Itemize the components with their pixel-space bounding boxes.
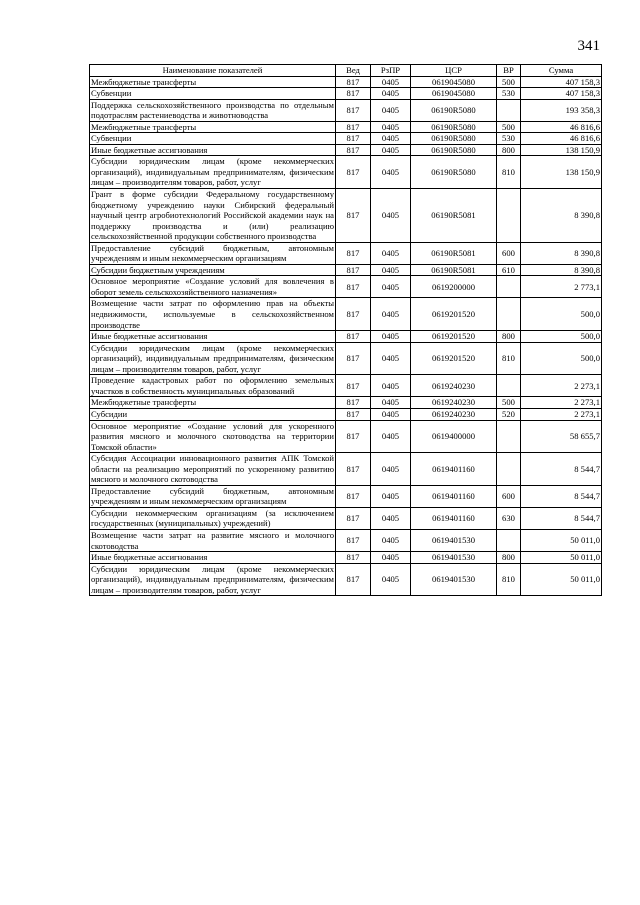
cell-vr: 800 bbox=[497, 552, 521, 564]
cell-ved: 817 bbox=[336, 485, 371, 507]
cell-vr bbox=[497, 375, 521, 397]
cell-name: Межбюджетные трансферты bbox=[90, 397, 336, 409]
table-row bbox=[90, 420, 602, 453]
cell-rzpr: 0405 bbox=[371, 485, 411, 507]
header-sum: Сумма bbox=[521, 65, 602, 77]
cell-rzpr: 0405 bbox=[371, 144, 411, 156]
cell-ved: 817 bbox=[336, 331, 371, 343]
cell-name: Основное мероприятие «Создание условий для вовлечения в оборот земель сельскохозяйственного назначения» bbox=[91, 276, 334, 297]
cell-rzpr: 0405 bbox=[371, 408, 411, 420]
cell-sum: 50 011,0 bbox=[521, 552, 602, 564]
cell-sum: 2 273,1 bbox=[521, 408, 602, 420]
cell-sum: 8 390,8 bbox=[521, 264, 602, 276]
cell-ved: 817 bbox=[336, 552, 371, 564]
cell-csr: 06190R5080 bbox=[411, 144, 497, 156]
cell-rzpr: 0405 bbox=[371, 563, 411, 596]
cell-name: Основное мероприятие «Создание условий для ускоренного развития мясного и молочного скотоводства на территории Томской области» bbox=[91, 420, 334, 452]
cell-rzpr: 0405 bbox=[371, 375, 411, 397]
cell-name: Субсидии бюджетным учреждениям bbox=[90, 264, 336, 276]
cell-csr: 0619240230 bbox=[411, 375, 497, 397]
cell-sum: 500,0 bbox=[521, 342, 602, 375]
cell-rzpr: 0405 bbox=[371, 99, 411, 121]
table-row bbox=[90, 485, 602, 507]
cell-csr: 06190R5080 bbox=[411, 121, 497, 133]
cell-name: Субвенции bbox=[90, 133, 336, 145]
cell-name: Субсидия Ассоциации инновационного развития АПК Томской области на реализацию мероприятий по ускоренному развитию мясного и молочного скотоводства bbox=[91, 453, 334, 485]
cell-vr bbox=[497, 99, 521, 121]
cell-sum: 50 011,0 bbox=[521, 529, 602, 551]
cell-ved: 817 bbox=[336, 121, 371, 133]
cell-name: Межбюджетные трансферты bbox=[90, 121, 336, 133]
cell-csr: 0619240230 bbox=[411, 397, 497, 409]
cell-rzpr: 0405 bbox=[371, 121, 411, 133]
cell-ved: 817 bbox=[336, 375, 371, 397]
cell-sum: 8 544,7 bbox=[521, 453, 602, 486]
cell-sum: 8 390,8 bbox=[521, 189, 602, 243]
cell-name: Межбюджетные трансферты bbox=[90, 76, 336, 88]
cell-rzpr: 0405 bbox=[371, 507, 411, 529]
cell-sum: 407 158,3 bbox=[521, 76, 602, 88]
cell-name: Возмещение части затрат по оформлению прав на объекты недвижимости, используемые в сельскохозяйственном производстве bbox=[91, 298, 334, 330]
cell-rzpr: 0405 bbox=[371, 156, 411, 189]
cell-csr: 06190R5080 bbox=[411, 133, 497, 145]
cell-vr: 500 bbox=[497, 121, 521, 133]
cell-sum: 2 273,1 bbox=[521, 397, 602, 409]
cell-csr: 06190R5081 bbox=[411, 242, 497, 264]
cell-vr: 630 bbox=[497, 507, 521, 529]
cell-rzpr: 0405 bbox=[371, 331, 411, 343]
cell-csr: 0619045080 bbox=[411, 88, 497, 100]
cell-rzpr: 0405 bbox=[371, 88, 411, 100]
header-vr: ВР bbox=[497, 65, 521, 77]
cell-vr: 600 bbox=[497, 485, 521, 507]
table-header-row bbox=[90, 65, 602, 77]
cell-vr bbox=[497, 420, 521, 453]
cell-vr bbox=[497, 276, 521, 298]
cell-vr: 810 bbox=[497, 342, 521, 375]
cell-name: Предоставление субсидий бюджетным, автономным учреждениям и иным некоммерческим организациям bbox=[91, 242, 334, 264]
cell-csr: 0619401530 bbox=[411, 552, 497, 564]
table-row bbox=[90, 453, 602, 486]
cell-ved: 817 bbox=[336, 563, 371, 596]
cell-sum: 500,0 bbox=[521, 331, 602, 343]
cell-vr: 610 bbox=[497, 264, 521, 276]
cell-ved: 817 bbox=[336, 397, 371, 409]
cell-name: Поддержка сельскохозяйственного производства по отдельным подотраслям растениеводства и животноводства bbox=[91, 99, 334, 121]
cell-sum: 8 390,8 bbox=[521, 242, 602, 264]
header-rzpr: РзПР bbox=[371, 65, 411, 77]
cell-sum: 2 273,1 bbox=[521, 375, 602, 397]
cell-rzpr: 0405 bbox=[371, 529, 411, 551]
cell-sum: 8 544,7 bbox=[521, 507, 602, 529]
cell-rzpr: 0405 bbox=[371, 342, 411, 375]
cell-vr: 520 bbox=[497, 408, 521, 420]
cell-vr bbox=[497, 189, 521, 243]
cell-vr: 810 bbox=[497, 156, 521, 189]
table-row bbox=[90, 507, 602, 529]
table-row bbox=[90, 375, 602, 397]
cell-sum: 8 544,7 bbox=[521, 485, 602, 507]
cell-ved: 817 bbox=[336, 88, 371, 100]
cell-vr: 500 bbox=[497, 397, 521, 409]
cell-csr: 06190R5080 bbox=[411, 99, 497, 121]
cell-ved: 817 bbox=[336, 298, 371, 331]
cell-name: Иные бюджетные ассигнования bbox=[90, 331, 336, 343]
budget-table bbox=[89, 64, 602, 596]
cell-vr: 530 bbox=[497, 88, 521, 100]
cell-ved: 817 bbox=[336, 264, 371, 276]
table-row bbox=[90, 76, 602, 88]
cell-rzpr: 0405 bbox=[371, 242, 411, 264]
cell-name: Субсидии bbox=[90, 408, 336, 420]
cell-ved: 817 bbox=[336, 99, 371, 121]
cell-csr: 0619240230 bbox=[411, 408, 497, 420]
cell-ved: 817 bbox=[336, 342, 371, 375]
cell-sum: 138 150,9 bbox=[521, 156, 602, 189]
cell-vr bbox=[497, 529, 521, 551]
cell-sum: 407 158,3 bbox=[521, 88, 602, 100]
cell-csr: 0619401530 bbox=[411, 529, 497, 551]
table-row bbox=[90, 342, 602, 375]
table-row bbox=[90, 99, 602, 121]
table-row bbox=[90, 133, 602, 145]
table-row bbox=[90, 144, 602, 156]
table-row bbox=[90, 156, 602, 189]
cell-csr: 0619201520 bbox=[411, 342, 497, 375]
cell-csr: 0619401530 bbox=[411, 563, 497, 596]
table-row bbox=[90, 563, 602, 596]
cell-rzpr: 0405 bbox=[371, 298, 411, 331]
cell-name: Субсидии юридическим лицам (кроме некоммерческих организаций), индивидуальным предпринимателям, физическим лицам – производителям товаров, работ, услуг bbox=[91, 563, 334, 595]
cell-ved: 817 bbox=[336, 133, 371, 145]
table-row bbox=[90, 298, 602, 331]
cell-csr: 0619201520 bbox=[411, 331, 497, 343]
cell-csr: 0619201520 bbox=[411, 298, 497, 331]
table-row bbox=[90, 264, 602, 276]
cell-rzpr: 0405 bbox=[371, 276, 411, 298]
cell-name: Субвенции bbox=[90, 88, 336, 100]
cell-ved: 817 bbox=[336, 453, 371, 486]
header-name: Наименование показателей bbox=[90, 65, 336, 77]
cell-vr: 800 bbox=[497, 331, 521, 343]
cell-name: Субсидии юридическим лицам (кроме некоммерческих организаций), индивидуальным предпринимателям, физическим лицам – производителям товаров, работ, услуг bbox=[91, 156, 334, 188]
cell-csr: 0619401160 bbox=[411, 453, 497, 486]
cell-rzpr: 0405 bbox=[371, 133, 411, 145]
cell-csr: 0619045080 bbox=[411, 76, 497, 88]
cell-ved: 817 bbox=[336, 507, 371, 529]
cell-name: Иные бюджетные ассигнования bbox=[90, 552, 336, 564]
cell-rzpr: 0405 bbox=[371, 397, 411, 409]
cell-sum: 193 358,3 bbox=[521, 99, 602, 121]
cell-ved: 817 bbox=[336, 242, 371, 264]
cell-name: Субсидии юридическим лицам (кроме некоммерческих организаций), индивидуальным предпринимателям, физическим лицам – производителям товаров, работ, услуг bbox=[91, 342, 334, 374]
table-row bbox=[90, 408, 602, 420]
cell-name: Грант в форме субсидии Федеральному государственному бюджетному учреждению науки Сибирский федеральный научный центр агробиотехнологий Российской академии наук на поддержку производства и (или) реализацию сельскохозяйственной продукции собственного производства bbox=[91, 189, 334, 242]
table-row bbox=[90, 276, 602, 298]
cell-ved: 817 bbox=[336, 76, 371, 88]
cell-vr bbox=[497, 298, 521, 331]
cell-sum: 500,0 bbox=[521, 298, 602, 331]
cell-sum: 50 011,0 bbox=[521, 563, 602, 596]
cell-rzpr: 0405 bbox=[371, 76, 411, 88]
cell-rzpr: 0405 bbox=[371, 453, 411, 486]
cell-sum: 46 816,6 bbox=[521, 133, 602, 145]
cell-ved: 817 bbox=[336, 408, 371, 420]
cell-csr: 0619401160 bbox=[411, 485, 497, 507]
cell-vr: 810 bbox=[497, 563, 521, 596]
cell-vr bbox=[497, 453, 521, 486]
cell-csr: 06190R5081 bbox=[411, 189, 497, 243]
cell-ved: 817 bbox=[336, 420, 371, 453]
cell-csr: 0619401160 bbox=[411, 507, 497, 529]
cell-sum: 2 773,1 bbox=[521, 276, 602, 298]
cell-sum: 138 150,9 bbox=[521, 144, 602, 156]
cell-ved: 817 bbox=[336, 189, 371, 243]
table-row bbox=[90, 529, 602, 551]
cell-sum: 46 816,6 bbox=[521, 121, 602, 133]
header-ved: Вед bbox=[336, 65, 371, 77]
cell-vr: 530 bbox=[497, 133, 521, 145]
cell-ved: 817 bbox=[336, 156, 371, 189]
table-row bbox=[90, 121, 602, 133]
cell-rzpr: 0405 bbox=[371, 189, 411, 243]
cell-ved: 817 bbox=[336, 144, 371, 156]
cell-sum: 58 655,7 bbox=[521, 420, 602, 453]
cell-name: Возмещение части затрат на развитие мясного и молочного скотоводства bbox=[91, 529, 334, 551]
table-body bbox=[90, 76, 602, 596]
page-number: 341 bbox=[577, 38, 600, 54]
cell-csr: 06190R5080 bbox=[411, 156, 497, 189]
cell-name: Проведение кадастровых работ по оформлению земельных участков в собственность муниципальных образований bbox=[91, 375, 334, 396]
cell-vr: 500 bbox=[497, 76, 521, 88]
table-row bbox=[90, 242, 602, 264]
cell-vr: 800 bbox=[497, 144, 521, 156]
cell-ved: 817 bbox=[336, 529, 371, 551]
cell-ved: 817 bbox=[336, 276, 371, 298]
cell-vr: 600 bbox=[497, 242, 521, 264]
cell-name: Иные бюджетные ассигнования bbox=[90, 144, 336, 156]
cell-csr: 06190R5081 bbox=[411, 264, 497, 276]
table-row bbox=[90, 88, 602, 100]
header-csr: ЦСР bbox=[411, 65, 497, 77]
cell-csr: 0619400000 bbox=[411, 420, 497, 453]
cell-rzpr: 0405 bbox=[371, 264, 411, 276]
cell-name: Предоставление субсидий бюджетным, автономным учреждениям и иным некоммерческим организациям bbox=[91, 485, 334, 507]
cell-rzpr: 0405 bbox=[371, 420, 411, 453]
table-row bbox=[90, 189, 602, 243]
table-row bbox=[90, 397, 602, 409]
table-row bbox=[90, 552, 602, 564]
cell-csr: 0619200000 bbox=[411, 276, 497, 298]
cell-rzpr: 0405 bbox=[371, 552, 411, 564]
cell-name: Субсидии некоммерческим организациям (за исключением государственных (муниципальных) учреждений) bbox=[91, 507, 334, 529]
table-row bbox=[90, 331, 602, 343]
